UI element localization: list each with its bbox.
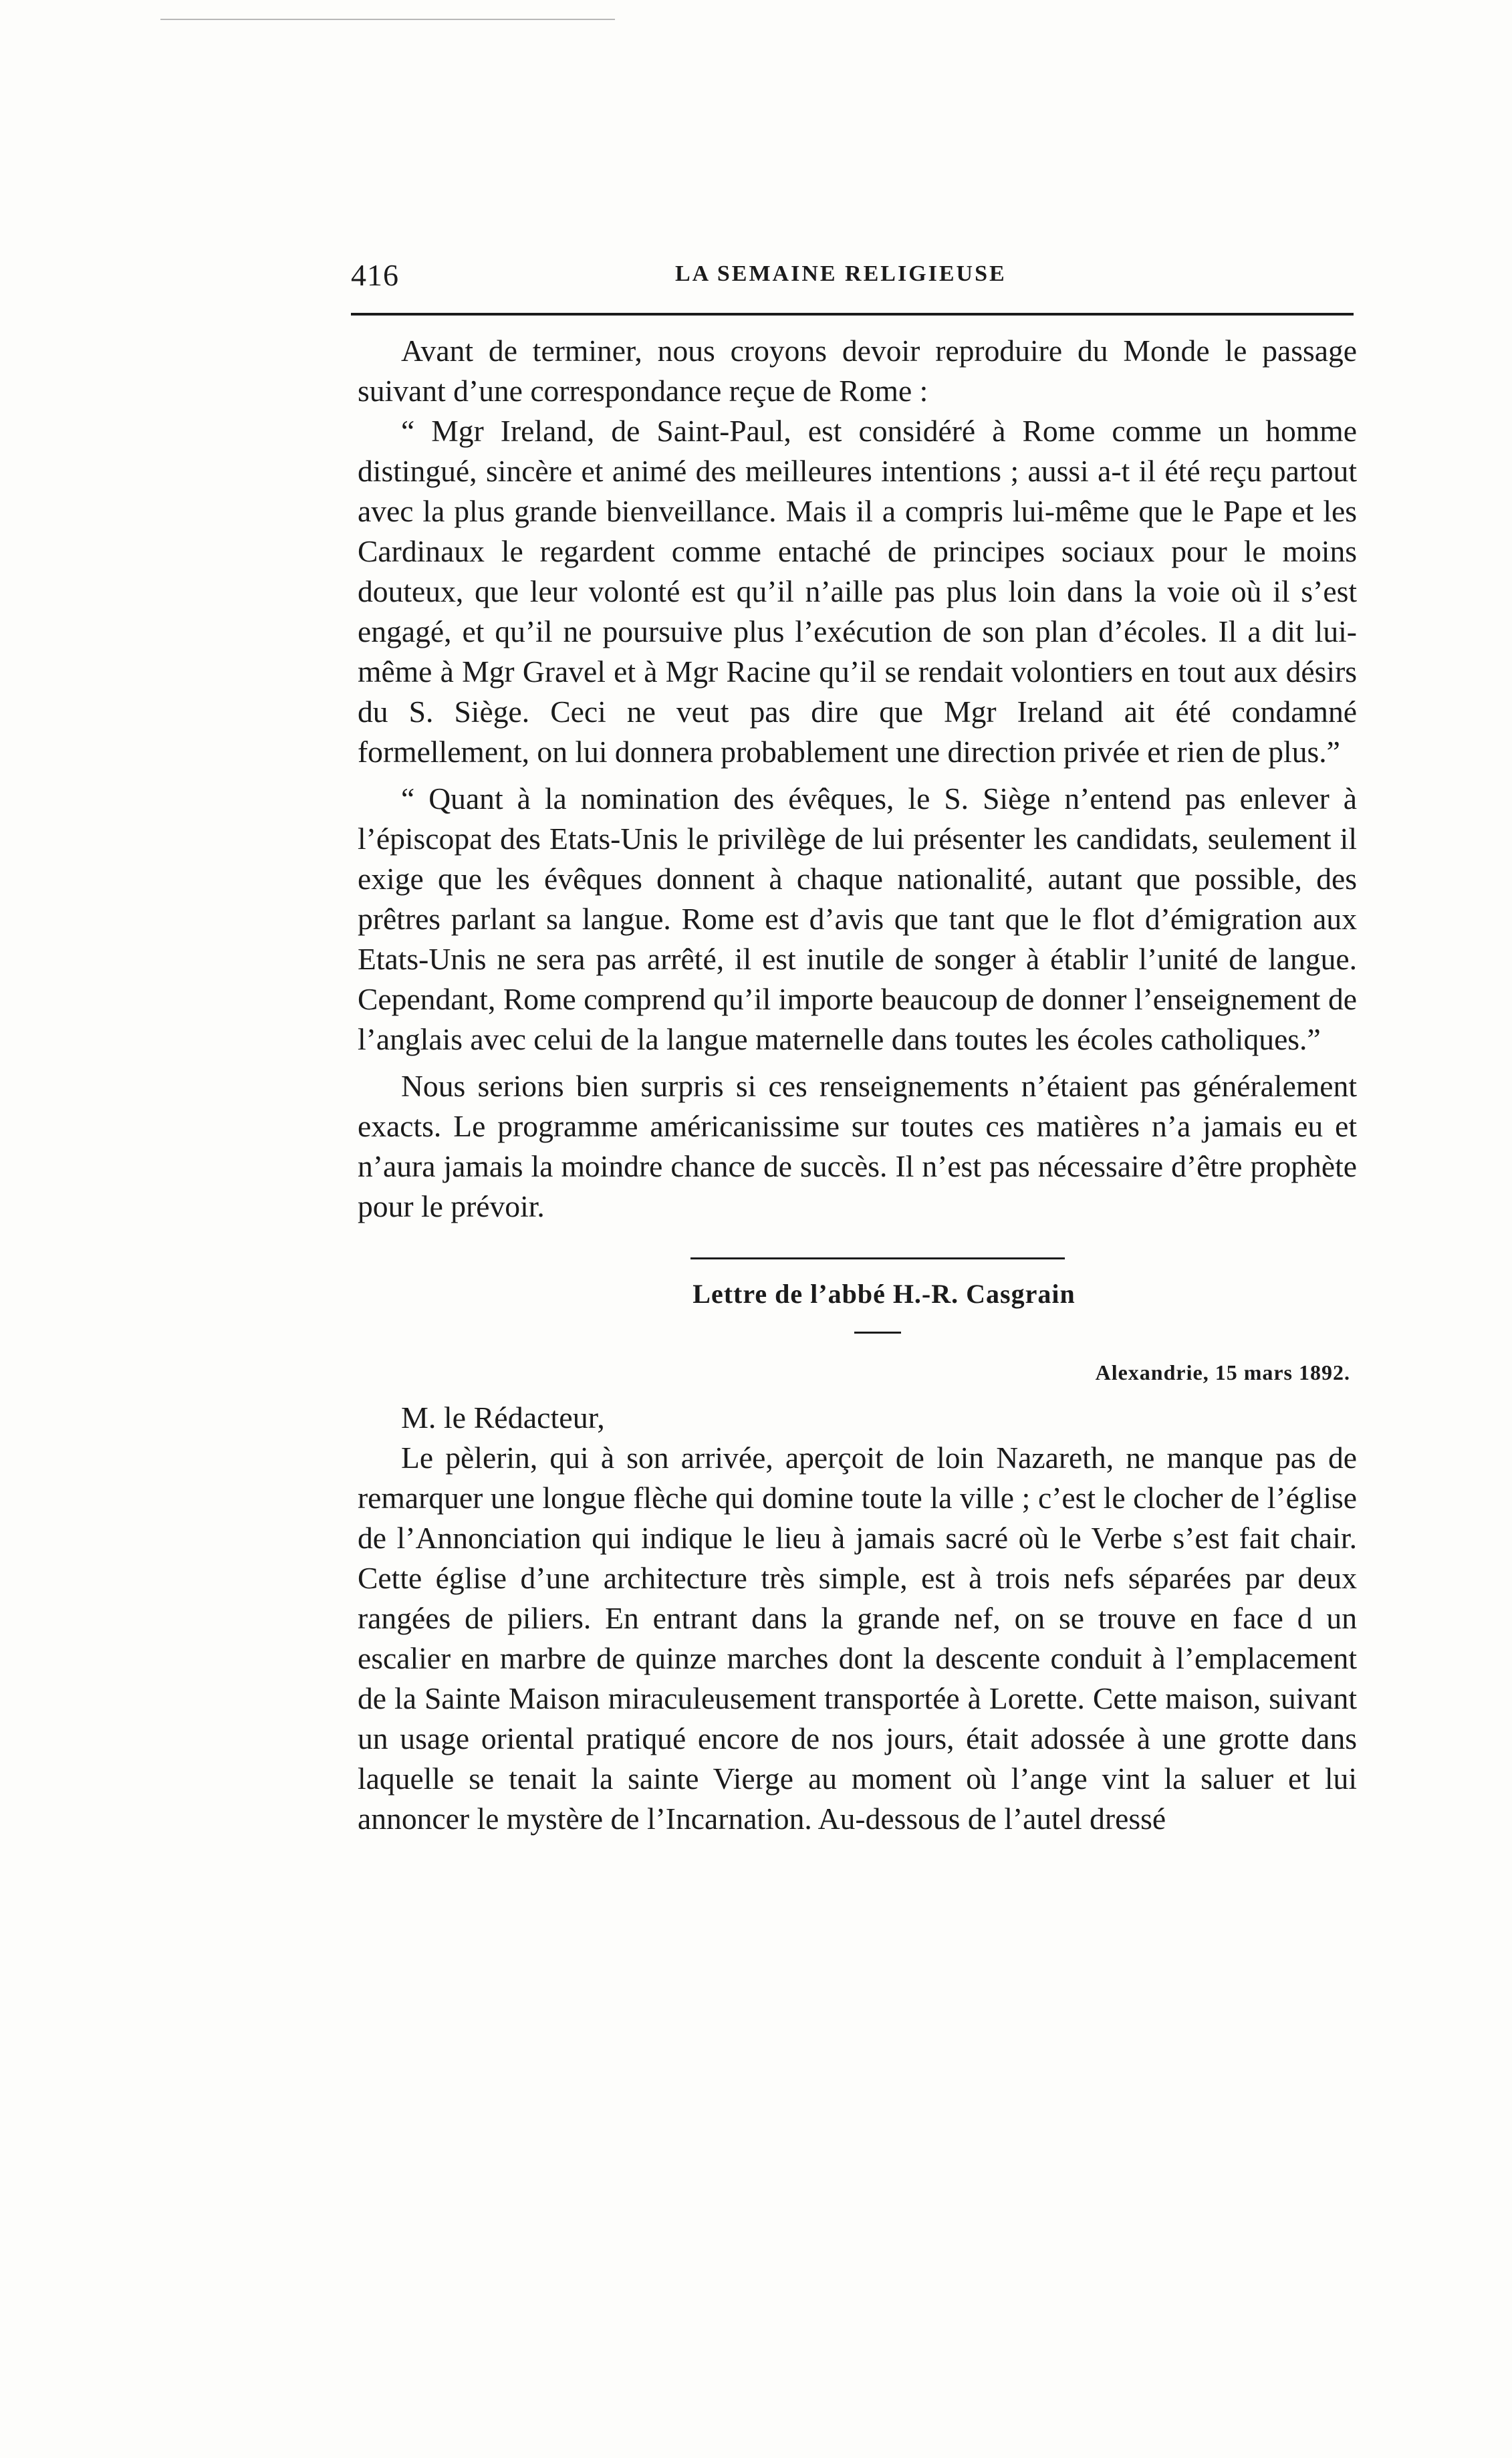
section-divider	[690, 1257, 1065, 1259]
running-title: LA SEMAINE RELIGIEUSE	[675, 261, 1007, 286]
page-number: 416	[351, 258, 399, 292]
letter-title: Lettre de l’abbé H.-R. Casgrain	[692, 1279, 1076, 1309]
text-column	[358, 331, 1357, 1839]
page-header	[351, 257, 1354, 304]
scan-edge-line	[160, 19, 615, 20]
letter-dateline: Alexandrie, 15 mars 1892.	[1095, 1360, 1350, 1384]
header-rule	[351, 313, 1354, 316]
title-underline	[854, 1332, 901, 1334]
letter-body: Le pèlerin, qui à son arrivée, aperçoit de loin Nazareth, ne manque pas de remarquer une longue flèche qui domine toute la ville ; c’est le clocher de l’église de l’Annonciation qui indique le lieu à jamais sacré où le Verbe s’est fait chair. Cette église d’une architecture très simple, est à trois nefs séparées par deux rangées de piliers. En entrant dans la grande nef, on se trouve en face d un escalier en marbre de quinze marches dont la descente conduit à l’emplacement de la Sainte Maison miraculeusement transportée à Lorette. Cette maison, suivant un usage oriental pratiqué encore de nos jours, était adossée à une grotte dans laquelle se tenait la sainte Vierge au moment où l’ange vint la saluer et lui annoncer le mystère de l’Incarnation. Au-dessous de l’autel dressé	[358, 1441, 1357, 1836]
quoted-paragraph-bishops: “ Quant à la nomination des évêques, le S. Siège n’entend pas enlever à l’épiscopat des Etats-Unis le privilège de lui présenter les candidats, seulement il exige que les évêques donnent à chaque nationalité, autant que possible, des prêtres parlant sa langue. Rome est d’avis que tant que le flot d’émigration aux Etats-Unis ne sera pas arrêté, il est inutile de songer à établir l’unité de langue. Cependant, Rome comprend qu’il importe beaucoup de donner l’enseignement de l’anglais avec celui de la langue maternelle dans toutes les écoles catholiques.”	[358, 781, 1357, 1056]
letter-salutation: M. le Rédacteur,	[401, 1400, 605, 1435]
commentary-paragraph: Nous serions bien surpris si ces renseignements n’étaient pas généralement exacts. Le programme américanissime sur toutes ces matières n’a jamais eu et n’aura jamais la moindre chance de succès. Il n’est pas nécessaire d’être prophète pour le prévoir.	[358, 1069, 1357, 1223]
quoted-paragraph-ireland: “ Mgr Ireland, de Saint-Paul, est considéré à Rome comme un homme distingué, sincère et animé des meilleures intentions ; aussi a-t il été reçu partout avec la plus grande bienveillance. Mais il a compris lui-même que le Pape et les Cardinaux le regardent comme entaché de principes sociaux pour le moins douteux, que leur volonté est qu’il n’aille pas plus loin dans la voie où il s’est engagé, et qu’il ne poursuive plus l’exécution de son plan d’écoles. Il a dit lui-même à Mgr Gravel et à Mgr Racine qu’il se rendait volontiers en tout aux désirs du S. Siège. Ceci ne veut pas dire que Mgr Ireland ait été condamné formellement, on lui donnera probablement une direction privée et rien de plus.”	[358, 414, 1357, 769]
intro-paragraph: Avant de terminer, nous croyons devoir reproduire du Monde le passage suivant d’une correspondance reçue de Rome :	[358, 334, 1357, 408]
